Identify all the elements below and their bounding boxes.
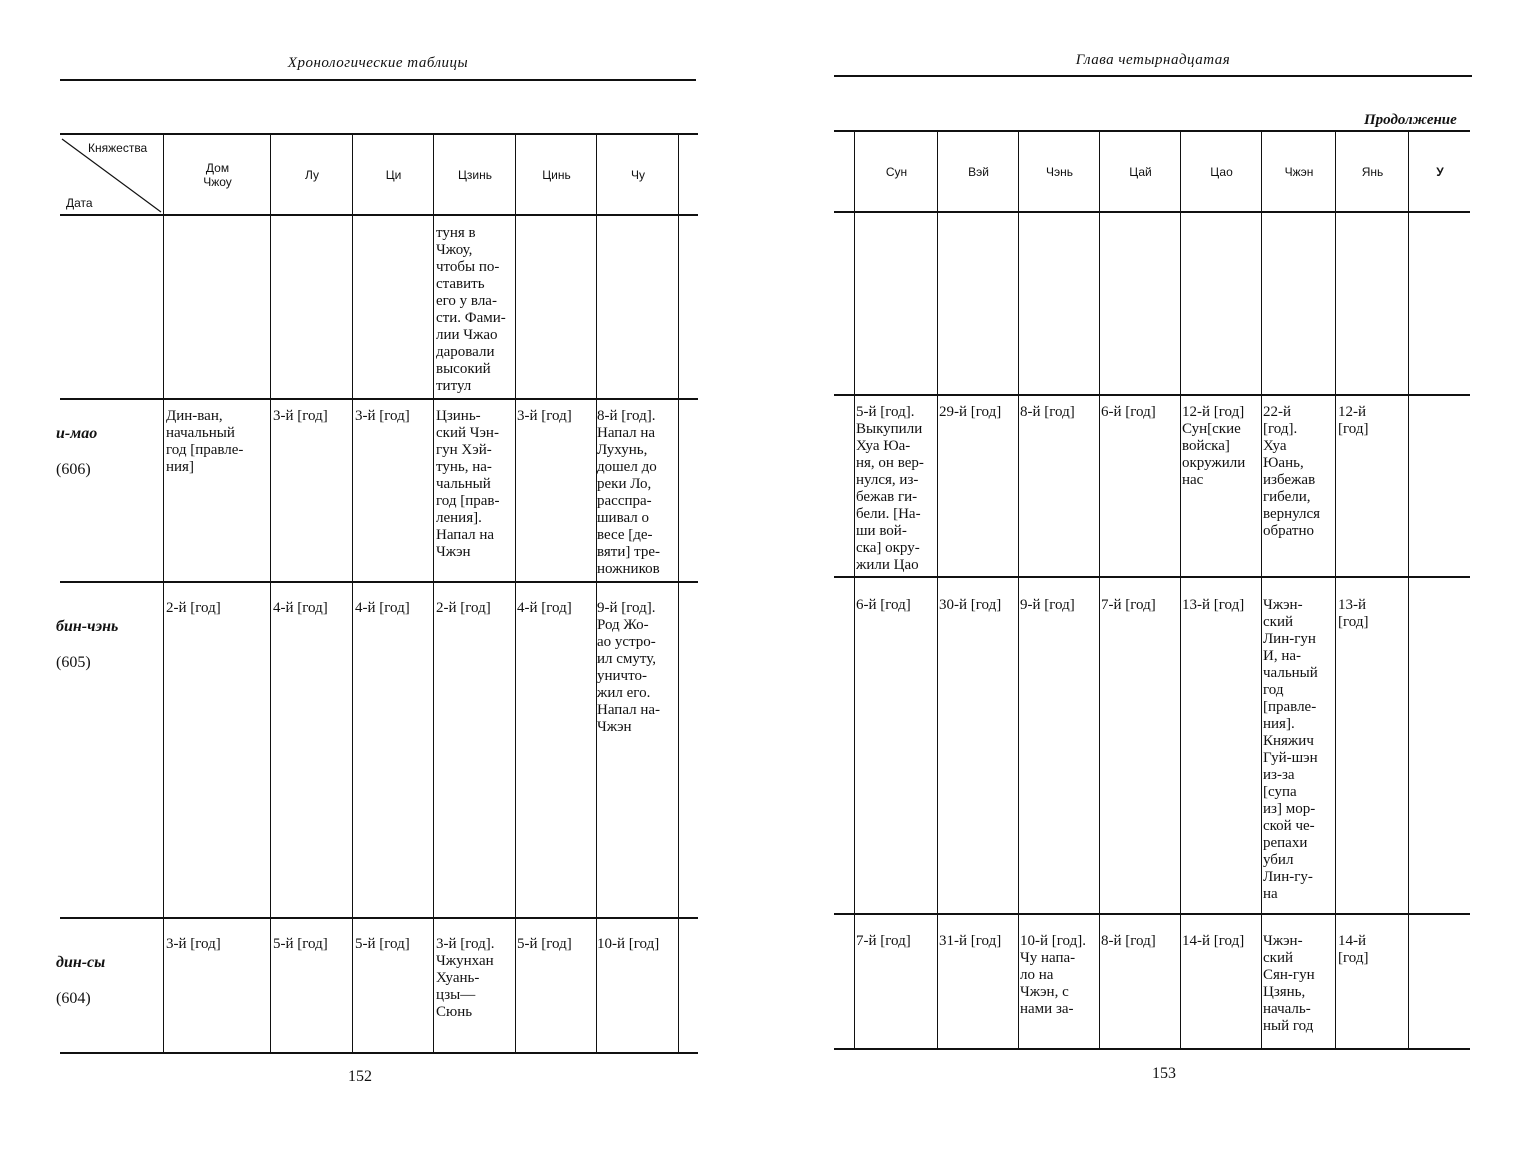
table-cell: 7-й [год] — [1101, 597, 1156, 613]
table-cell: 12-й [год] Сун[ские войска] окружили нас — [1182, 404, 1246, 488]
corner-label-date: Дата — [66, 196, 93, 210]
col-divider — [352, 133, 353, 1052]
table-bottom-rule — [60, 1052, 698, 1054]
column-header: Ци — [385, 168, 402, 182]
table-cell: 4-й [год] — [273, 600, 328, 616]
column-header: Чу — [631, 168, 645, 182]
page-number-right: 153 — [1152, 1065, 1176, 1082]
table-cell: 12-й [год] — [1338, 404, 1369, 437]
table-cell: 4-й [год] — [355, 600, 410, 616]
table-cell: 4-й [год] — [517, 600, 572, 616]
column-header: Цинь — [542, 168, 571, 182]
continued-label: Продолжение — [1364, 112, 1457, 128]
table-cell: 2-й [год] — [166, 600, 221, 616]
table-cell: 9-й [год] — [1020, 597, 1075, 613]
row-date — [56, 936, 105, 1008]
table-cell: Чжэн- ский Лин-гун И, на- чальный год [правле- ния]. Княжич Гуй-шэн из-за [супа из] мор- ской че- репахи убил Лин-гу- на — [1263, 597, 1318, 902]
column-header: Сун — [885, 165, 908, 179]
table-cell: 2-й [год] — [436, 600, 491, 616]
column-header: У — [1436, 165, 1444, 179]
col-divider — [854, 130, 855, 1048]
col-divider — [1099, 130, 1100, 1048]
table-head-rule — [834, 211, 1470, 213]
row-date — [56, 600, 118, 672]
table-cell: 5-й [год]. Выкупили Хуа Юа- ня, он вер- нулся, из- бежав ги- бели. [На- ши вой- ска] окру- жили Цао — [856, 404, 924, 573]
right-page — [764, 0, 1528, 1160]
table-cell: 30-й [год] — [939, 597, 1002, 613]
col-divider — [163, 133, 164, 1052]
col-divider — [937, 130, 938, 1048]
col-divider — [1408, 130, 1409, 1048]
table-bottom-rule — [834, 1048, 1470, 1050]
column-header: Цай — [1129, 165, 1152, 179]
column-header: Янь — [1361, 165, 1384, 179]
table-cell: 3-й [год]. Чжунхан Хуань- цзы— Сюнь — [436, 936, 495, 1020]
row-rule — [834, 913, 1470, 915]
table-cell: 3-й [год] — [355, 408, 410, 424]
table-cell: Дин-ван, начальный год [правле- ния] — [166, 408, 244, 475]
row-rule — [60, 917, 698, 919]
column-header: Чэнь — [1046, 165, 1073, 179]
col-divider — [433, 133, 434, 1052]
table-cell: Чжэн- ский Сян-гун Цзянь, началь- ный год — [1263, 933, 1315, 1034]
table-cell: 31-й [год] — [939, 933, 1002, 949]
date-cyclical: и-мао — [56, 425, 98, 442]
col-divider — [1180, 130, 1181, 1048]
corner-label-principalities: Княжества — [88, 141, 148, 155]
column-header: Вэй — [968, 165, 989, 179]
table-cell: 14-й [год] — [1182, 933, 1245, 949]
table-cell: 9-й [год]. Род Жо- ао устро- ил смуту, уничто- жил его. Напал на- Чжэн — [597, 600, 661, 735]
table-cell: 10-й [год]. Чу напа- ло на Чжэн, с нами за- — [1020, 933, 1086, 1017]
row-rule — [60, 398, 698, 400]
header-rule-left — [60, 79, 696, 81]
table-cell: 6-й [год] — [1101, 404, 1156, 420]
col-divider — [1018, 130, 1019, 1048]
date-year: (606) — [56, 461, 91, 478]
date-cyclical: дин-сы — [56, 954, 106, 971]
column-header: Дом Чжоу — [203, 161, 232, 189]
column-header: Чжэн — [1284, 165, 1314, 179]
table-cell: 3-й [год] — [273, 408, 328, 424]
table-cell: 6-й [год] — [856, 597, 911, 613]
col-divider — [1335, 130, 1336, 1048]
date-year: (605) — [56, 654, 91, 671]
column-header: Цзинь — [458, 168, 492, 182]
table-cell: 3-й [год] — [517, 408, 572, 424]
date-cyclical: бин-чэнь — [56, 618, 119, 635]
col-divider — [596, 133, 597, 1052]
row-rule — [60, 581, 698, 583]
table-cell: 8-й [год]. Напал на Лухунь, дошел до реки Ло, расспра- шивал о весе [де- вяти] тре- ножников — [597, 408, 661, 577]
table-cell: 10-й [год] — [597, 936, 660, 952]
row-date — [56, 407, 97, 479]
header-rule-right — [834, 75, 1472, 77]
table-top-rule — [834, 130, 1470, 132]
table-cell: 22-й [год]. Хуа Юань, избежав гибели, вернулся обратно — [1263, 404, 1321, 539]
col-divider — [270, 133, 271, 1052]
running-header-right: Глава четырнадцатая — [1075, 52, 1231, 68]
table-cell: 8-й [год] — [1101, 933, 1156, 949]
row-rule — [834, 394, 1470, 396]
table-cell: 13-й [год] — [1338, 597, 1369, 630]
table-cell: 13-й [год] — [1182, 597, 1245, 613]
table-cell: 5-й [год] — [355, 936, 410, 952]
table-cell: 5-й [год] — [273, 936, 328, 952]
running-header-left: Хронологические таблицы — [287, 55, 469, 71]
table-cell: 3-й [год] — [166, 936, 221, 952]
table-cell: 7-й [год] — [856, 933, 911, 949]
date-year: (604) — [56, 990, 91, 1007]
page-number-left: 152 — [348, 1068, 372, 1085]
table-cell: Цзинь- ский Чэн- гун Хэй- тунь, на- чальный год [прав- ления]. Напал на Чжэн — [436, 408, 500, 560]
row-rule — [834, 576, 1470, 578]
col-divider — [515, 133, 516, 1052]
col-divider — [678, 133, 679, 1052]
column-header: Лу — [304, 168, 319, 182]
table-cell: 8-й [год] — [1020, 404, 1075, 420]
table-cell: 5-й [год] — [517, 936, 572, 952]
table-cell: туня в Чжоу, чтобы по- ставить его у вла- сти. Фами- лии Чжао даровали высокий титул — [436, 225, 506, 394]
table-cell: 14-й [год] — [1338, 933, 1369, 966]
col-divider — [1261, 130, 1262, 1048]
column-header: Цао — [1210, 165, 1233, 179]
table-cell: 29-й [год] — [939, 404, 1002, 420]
